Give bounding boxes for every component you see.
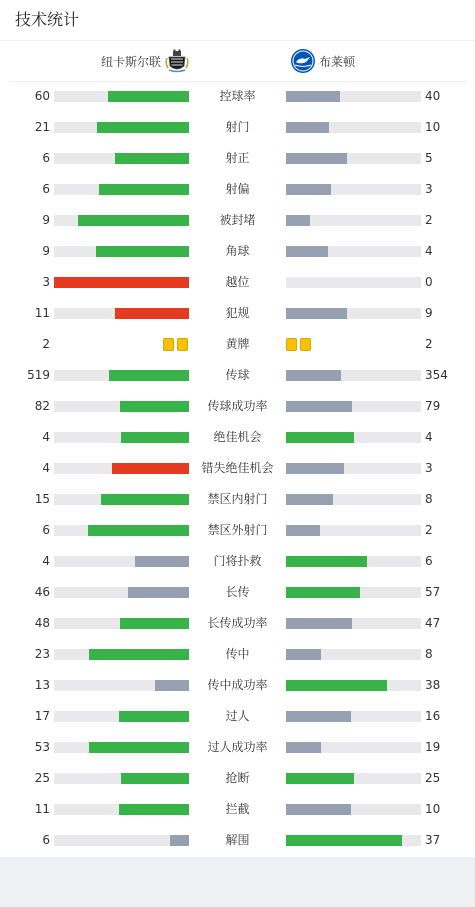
- away-stat-bar-fill: [286, 246, 328, 257]
- home-stat-value: 11: [34, 306, 50, 320]
- home-stat-value: 60: [34, 89, 50, 103]
- away-stat-bar-fill: [286, 773, 354, 784]
- home-stat-bar-fill: [128, 587, 189, 598]
- home-stat-bar: [54, 680, 189, 691]
- yellow-card-icon: [163, 338, 174, 351]
- page-title: 技术统计: [15, 10, 80, 29]
- home-stat-value: 11: [34, 802, 50, 816]
- stat-row: [0, 794, 475, 825]
- newcastle-crest-icon: [164, 48, 190, 74]
- away-stat-bar: [286, 246, 421, 257]
- stat-label: 传中成功率: [207, 678, 268, 692]
- away-stat-value: 79: [425, 399, 441, 413]
- away-stat-bar-fill: [286, 308, 347, 319]
- away-stat-bar: [286, 370, 421, 381]
- home-stat-bar-fill: [115, 308, 189, 319]
- away-stat-bar-fill: [286, 370, 341, 381]
- stat-label: 长传: [225, 585, 250, 599]
- home-stat-bar: [54, 742, 189, 753]
- home-stat-bar: [54, 184, 189, 195]
- home-stat-bar-fill: [109, 370, 189, 381]
- home-stat-value: 6: [42, 182, 50, 196]
- home-stat-bar-fill: [120, 618, 189, 629]
- away-stat-value: 4: [425, 244, 433, 258]
- stat-row: [0, 205, 475, 236]
- away-stat-bar-fill: [286, 835, 402, 846]
- home-yellow-cards: [163, 338, 188, 351]
- away-stat-bar: [286, 773, 421, 784]
- divider: [0, 40, 475, 41]
- home-stat-value: 6: [42, 523, 50, 537]
- stats-list: [0, 81, 475, 856]
- stat-row: [0, 329, 475, 360]
- home-stat-value: 13: [34, 678, 50, 692]
- home-stat-value: 4: [42, 430, 50, 444]
- away-stat-value: 40: [425, 89, 441, 103]
- home-stat-value: 82: [34, 399, 50, 413]
- away-stat-bar: [286, 494, 421, 505]
- stat-row: [0, 112, 475, 143]
- stat-label: 禁区外射门: [207, 523, 268, 537]
- home-stat-bar-fill: [119, 804, 189, 815]
- stat-row: [0, 515, 475, 546]
- away-stat-bar: [286, 711, 421, 722]
- away-stat-bar-fill: [286, 401, 352, 412]
- stat-row: [0, 577, 475, 608]
- away-stat-bar-fill: [286, 91, 340, 102]
- away-stat-bar: [286, 153, 421, 164]
- away-stat-bar: [286, 308, 421, 319]
- stat-label: 过人成功率: [207, 740, 268, 754]
- home-stat-value: 9: [42, 244, 50, 258]
- away-stat-value: 9: [425, 306, 433, 320]
- away-stat-bar: [286, 432, 421, 443]
- home-stat-value: 2: [42, 337, 50, 351]
- away-stat-bar-fill: [286, 587, 360, 598]
- away-stat-bar-fill: [286, 556, 367, 567]
- home-stat-bar: [54, 215, 189, 226]
- home-stat-value: 3: [42, 275, 50, 289]
- home-stat-bar-fill: [115, 153, 189, 164]
- home-stat-value: 23: [34, 647, 50, 661]
- stat-label: 角球: [225, 244, 250, 258]
- home-stat-bar-fill: [101, 494, 189, 505]
- stat-row: [0, 639, 475, 670]
- home-stat-bar-fill: [121, 432, 189, 443]
- away-team-name: 布莱顿: [319, 54, 356, 69]
- away-stat-bar: [286, 401, 421, 412]
- stat-row: [0, 422, 475, 453]
- away-stat-value: 19: [425, 740, 441, 754]
- stat-label: 黄牌: [225, 337, 250, 351]
- home-stat-value: 6: [42, 833, 50, 847]
- brighton-crest-icon: [290, 48, 316, 74]
- away-stat-bar-fill: [286, 804, 351, 815]
- stat-row: [0, 484, 475, 515]
- stat-label: 错失绝佳机会: [201, 461, 274, 475]
- away-stat-bar-fill: [286, 742, 321, 753]
- home-stat-bar-fill: [97, 122, 189, 133]
- stat-row: [0, 701, 475, 732]
- away-stat-bar-fill: [286, 184, 331, 195]
- home-stat-bar-fill: [96, 246, 189, 257]
- stat-row: [0, 298, 475, 329]
- away-stat-value: 10: [425, 120, 441, 134]
- away-stat-value: 2: [425, 213, 433, 227]
- away-stat-value: 8: [425, 492, 433, 506]
- stat-row: [0, 267, 475, 298]
- stat-label: 抢断: [225, 771, 250, 785]
- home-stat-value: 519: [27, 368, 50, 382]
- away-stat-value: 3: [425, 461, 433, 475]
- stat-row: [0, 608, 475, 639]
- home-stat-bar: [54, 401, 189, 412]
- home-stat-bar: [54, 91, 189, 102]
- stat-label: 控球率: [219, 89, 256, 103]
- away-stat-bar: [286, 463, 421, 474]
- home-stat-bar: [54, 587, 189, 598]
- home-stat-value: 15: [34, 492, 50, 506]
- away-stat-bar: [286, 742, 421, 753]
- home-stat-bar: [54, 494, 189, 505]
- stat-label: 犯规: [225, 306, 250, 320]
- away-team-header: [290, 46, 355, 76]
- away-stat-value: 38: [425, 678, 441, 692]
- home-stat-bar: [54, 835, 189, 846]
- away-stat-value: 57: [425, 585, 441, 599]
- home-stat-bar-fill: [112, 463, 189, 474]
- home-stat-bar-fill: [88, 525, 189, 536]
- stat-label: 绝佳机会: [213, 430, 262, 444]
- away-stat-bar-fill: [286, 494, 333, 505]
- away-stat-bar-fill: [286, 215, 310, 226]
- home-stat-value: 53: [34, 740, 50, 754]
- stat-label: 解围: [225, 833, 250, 847]
- away-stat-bar-fill: [286, 432, 354, 443]
- home-stat-bar: [54, 556, 189, 567]
- stat-label: 过人: [225, 709, 250, 723]
- home-team-header: [101, 46, 190, 76]
- home-stat-bar-fill: [54, 277, 189, 288]
- away-stat-bar-fill: [286, 153, 347, 164]
- home-stat-value: 17: [34, 709, 50, 723]
- home-stat-bar-fill: [99, 184, 189, 195]
- away-stat-bar-fill: [286, 649, 321, 660]
- home-stat-bar: [54, 804, 189, 815]
- stat-row: [0, 174, 475, 205]
- away-stat-bar: [286, 649, 421, 660]
- yellow-card-icon: [177, 338, 188, 351]
- stat-row: [0, 546, 475, 577]
- home-stat-bar: [54, 525, 189, 536]
- away-stat-value: 2: [425, 337, 433, 351]
- home-stat-bar-fill: [135, 556, 189, 567]
- stat-label: 射偏: [225, 182, 250, 196]
- stat-label: 射门: [225, 120, 250, 134]
- away-stat-value: 2: [425, 523, 433, 537]
- away-stat-bar: [286, 122, 421, 133]
- stat-row: [0, 236, 475, 267]
- home-stat-bar-fill: [170, 835, 189, 846]
- stat-label: 禁区内射门: [207, 492, 268, 506]
- away-stat-bar: [286, 556, 421, 567]
- away-stat-bar-fill: [286, 525, 320, 536]
- away-stat-value: 37: [425, 833, 441, 847]
- home-stat-bar: [54, 370, 189, 381]
- stat-row: [0, 81, 475, 112]
- stat-label: 门将扑救: [213, 554, 262, 568]
- home-stat-bar: [54, 308, 189, 319]
- stat-row: [0, 391, 475, 422]
- home-stat-bar-fill: [120, 401, 189, 412]
- home-stat-value: 21: [34, 120, 50, 134]
- home-team-name: 纽卡斯尔联: [100, 54, 161, 69]
- home-stat-bar: [54, 773, 189, 784]
- stat-label: 拦截: [225, 802, 250, 816]
- away-stat-bar: [286, 618, 421, 629]
- away-stat-bar-fill: [286, 680, 387, 691]
- away-stat-bar: [286, 277, 421, 288]
- home-stat-value: 25: [34, 771, 50, 785]
- away-stat-bar-fill: [286, 711, 351, 722]
- away-stat-value: 354: [425, 368, 448, 382]
- away-stat-value: 25: [425, 771, 441, 785]
- home-stat-value: 9: [42, 213, 50, 227]
- away-stat-value: 6: [425, 554, 433, 568]
- away-stat-value: 16: [425, 709, 441, 723]
- away-stat-bar: [286, 587, 421, 598]
- away-stat-bar-fill: [286, 122, 329, 133]
- home-stat-value: 6: [42, 151, 50, 165]
- home-stat-bar: [54, 463, 189, 474]
- stat-label: 传球成功率: [207, 399, 268, 413]
- home-stat-bar-fill: [78, 215, 189, 226]
- home-stat-bar: [54, 277, 189, 288]
- away-stat-value: 8: [425, 647, 433, 661]
- home-stat-bar: [54, 246, 189, 257]
- stat-row: [0, 825, 475, 856]
- stat-row: [0, 453, 475, 484]
- away-yellow-cards: [286, 338, 311, 351]
- stat-row: [0, 763, 475, 794]
- stat-row: [0, 360, 475, 391]
- stat-label: 长传成功率: [207, 616, 268, 630]
- away-stat-value: 0: [425, 275, 433, 289]
- away-stat-bar: [286, 680, 421, 691]
- home-stat-bar: [54, 153, 189, 164]
- stat-label: 传球: [225, 368, 250, 382]
- away-stat-value: 4: [425, 430, 433, 444]
- yellow-card-icon: [286, 338, 297, 351]
- away-stat-bar: [286, 184, 421, 195]
- away-stat-bar-fill: [286, 618, 352, 629]
- away-stat-bar: [286, 215, 421, 226]
- away-stat-value: 5: [425, 151, 433, 165]
- away-stat-bar: [286, 525, 421, 536]
- yellow-card-icon: [300, 338, 311, 351]
- stat-row: [0, 143, 475, 174]
- away-stat-bar-fill: [286, 463, 344, 474]
- home-stat-bar-fill: [119, 711, 189, 722]
- home-stat-value: 46: [34, 585, 50, 599]
- stat-row: [0, 670, 475, 701]
- away-stat-value: 10: [425, 802, 441, 816]
- stat-label: 被封堵: [219, 213, 256, 227]
- home-stat-bar-fill: [89, 742, 189, 753]
- away-stat-value: 3: [425, 182, 433, 196]
- home-stat-value: 48: [34, 616, 50, 630]
- home-stat-bar: [54, 649, 189, 660]
- home-stat-bar-fill: [89, 649, 189, 660]
- home-stat-bar-fill: [155, 680, 189, 691]
- home-stat-bar: [54, 122, 189, 133]
- home-stat-value: 4: [42, 461, 50, 475]
- home-stat-bar: [54, 432, 189, 443]
- home-stat-bar-fill: [108, 91, 189, 102]
- home-stat-bar: [54, 618, 189, 629]
- stat-label: 射正: [225, 151, 250, 165]
- home-stat-bar: [54, 711, 189, 722]
- stat-label: 越位: [225, 275, 250, 289]
- home-stat-value: 4: [42, 554, 50, 568]
- away-stat-bar: [286, 91, 421, 102]
- away-stat-bar: [286, 835, 421, 846]
- stat-row: [0, 732, 475, 763]
- away-stat-value: 47: [425, 616, 441, 630]
- away-stat-bar: [286, 804, 421, 815]
- home-stat-bar-fill: [121, 773, 189, 784]
- stat-label: 传中: [225, 647, 250, 661]
